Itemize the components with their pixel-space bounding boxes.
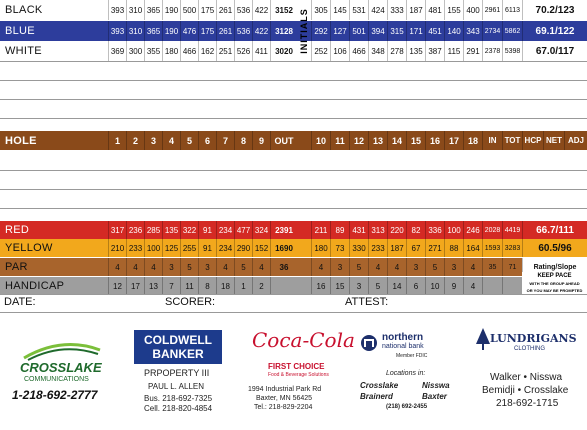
yardage-cell: 481 (425, 0, 444, 20)
score-row-line (0, 80, 587, 81)
tee-label: BLACK (5, 4, 43, 16)
coke-addr1: 1994 Industrial Park Rd (248, 386, 322, 393)
value-cell: 180 (311, 239, 330, 257)
lundrigans-line2: Bemidji • Crosslake (482, 385, 569, 396)
yardage-cell: 2961 (482, 0, 502, 20)
ad-lundrigans (464, 322, 587, 430)
hole-label: HOLE (5, 134, 37, 147)
value-cell: 12 (108, 277, 126, 295)
value-cell: 4 (252, 258, 270, 276)
value-cell: 8 (198, 277, 216, 295)
yardage-cell: 501 (349, 21, 368, 41)
first-choice-name: FIRST CHOICE (268, 362, 325, 371)
rating-slope-cell: 60.5/96 (522, 239, 587, 257)
yardage-cell: 536 (234, 0, 252, 20)
hole-number-cell: 12 (349, 131, 368, 150)
ad-coca-cola (234, 322, 355, 430)
value-cell: 211 (311, 221, 330, 239)
yardage-cell: 387 (425, 41, 444, 61)
bank-locations: Locations in: (386, 370, 426, 377)
yardage-cell: 180 (162, 41, 180, 61)
yardage-cell: 261 (216, 21, 234, 41)
yardage-cell: 466 (349, 41, 368, 61)
hole-number-cell: 8 (234, 131, 252, 150)
value-cell: 82 (406, 221, 425, 239)
hole-number-cell: 16 (425, 131, 444, 150)
lundrigans-name: LUNDRIGANS (490, 332, 577, 345)
hole-number-cell: 6 (198, 131, 216, 150)
yardage-cell: 190 (162, 21, 180, 41)
value-cell (482, 277, 502, 295)
value-cell: 91 (198, 221, 216, 239)
value-cell: 3 (330, 258, 349, 276)
row-par (0, 258, 587, 276)
yardage-cell: 476 (180, 21, 198, 41)
value-cell: 290 (234, 239, 252, 257)
crosslake-sub: COMMUNICATIONS (24, 376, 89, 383)
value-cell: 73 (330, 239, 349, 257)
value-cell: 336 (425, 221, 444, 239)
hole-number-cell: 5 (180, 131, 198, 150)
separator-line (0, 312, 587, 313)
coldwell-logo (134, 330, 222, 364)
value-cell: 431 (349, 221, 368, 239)
row-yellow (0, 239, 587, 257)
yardage-cell: 310 (126, 21, 144, 41)
yardage-cell: 3152 (270, 0, 297, 20)
value-cell: 11 (180, 277, 198, 295)
yardage-cell: 187 (406, 0, 425, 20)
yardage-cell: 175 (198, 21, 216, 41)
score-row-line (0, 170, 587, 171)
yardage-cell: 451 (425, 21, 444, 41)
yardage-cell: 115 (444, 41, 463, 61)
value-cell: 71 (502, 258, 522, 276)
bank-line1: northern (382, 332, 424, 343)
signature-row (0, 295, 587, 311)
score-row-line (0, 189, 587, 190)
row-handicap (0, 277, 587, 295)
value-cell: 135 (162, 221, 180, 239)
hole-number-cell: 1 (108, 131, 126, 150)
value-cell: 6 (406, 277, 425, 295)
lundrigans-line1: Walker • Nisswa (490, 372, 563, 383)
hole-number-cell: 18 (463, 131, 482, 150)
value-cell (502, 277, 522, 295)
yardage-cell: 369 (108, 41, 126, 61)
hole-number-cell: HCP (522, 131, 543, 150)
coldwell-bus: Bus. 218-692-7325 (144, 394, 213, 403)
keep-pace-line: OR YOU MAY BE PROMPTED (526, 288, 583, 293)
value-cell: 5 (180, 258, 198, 276)
yardage-cell: 3128 (270, 21, 297, 41)
yardage-cell: 135 (406, 41, 425, 61)
yardage-cell: 300 (126, 41, 144, 61)
hole-number-cell: 7 (216, 131, 234, 150)
value-cell: 330 (349, 239, 368, 257)
value-cell: 4 (463, 258, 482, 276)
coldwell-line1: COLDWELL (144, 333, 212, 347)
row-label: RED (5, 224, 30, 236)
rating-slope-cell: 70.2/123 (522, 0, 587, 20)
value-cell: 3 (198, 258, 216, 276)
yardage-cell: 252 (311, 41, 330, 61)
value-cell: 2 (252, 277, 270, 295)
value-cell: 5 (234, 258, 252, 276)
crosslake-name: CROSSLAKE (20, 360, 102, 375)
bank-line2: national bank (382, 343, 424, 350)
hole-number-cell: 15 (406, 131, 425, 150)
coke-logo: Coca-Cola (252, 328, 355, 352)
yardage-cell: 3020 (270, 41, 297, 61)
hole-number-cell: 10 (311, 131, 330, 150)
yardage-cell: 278 (387, 41, 406, 61)
yardage-cell: 140 (444, 21, 463, 41)
ad-crosslake (0, 322, 122, 430)
yardage-cell: 190 (162, 0, 180, 20)
coldwell-office: PRPOPERTY III (144, 368, 210, 378)
yardage-cell: 315 (387, 21, 406, 41)
value-cell: 3 (349, 277, 368, 295)
hole-number-row (0, 131, 587, 150)
keep-pace-line: WITH THE GROUP AHEAD (529, 281, 580, 286)
bank-fdic: Member FDIC (396, 353, 428, 359)
crosslake-phone: 1-218-692-2777 (12, 388, 98, 402)
tree-icon (476, 328, 490, 350)
yardage-cell: 531 (349, 0, 368, 20)
value-cell: 35 (482, 258, 502, 276)
yardage-cell: 291 (463, 41, 482, 61)
coke-tel: Tel.: 218-829-2204 (254, 404, 313, 411)
value-cell: 4 (368, 258, 387, 276)
ad-northern-bank (346, 322, 464, 430)
attest-label: ATTEST: (345, 296, 389, 308)
yardage-cell: 5862 (502, 21, 522, 41)
yardage-cell: 127 (330, 21, 349, 41)
hole-number-cell: 17 (444, 131, 463, 150)
value-cell: 4 (216, 258, 234, 276)
value-cell: 1690 (270, 239, 297, 257)
value-cell: 220 (387, 221, 406, 239)
yardage-cell: 466 (180, 41, 198, 61)
initials-text: INITIALS (299, 7, 309, 54)
value-cell: 100 (144, 239, 162, 257)
yardage-cell: 343 (463, 21, 482, 41)
value-cell: 271 (425, 239, 444, 257)
value-cell: 322 (180, 221, 198, 239)
yardage-cell: 424 (368, 0, 387, 20)
value-cell: 4 (463, 277, 482, 295)
yardage-cell: 171 (406, 21, 425, 41)
value-cell: 2391 (270, 221, 297, 239)
value-cell: 285 (144, 221, 162, 239)
value-cell: 234 (216, 221, 234, 239)
yardage-cell: 6113 (502, 0, 522, 20)
value-cell: 91 (198, 239, 216, 257)
rating-slope-cell: Rating/Slope (522, 258, 587, 276)
first-choice-tag: Food & Beverage Solutions (268, 372, 329, 378)
hole-number-cell: ADJ (564, 131, 587, 150)
value-cell: 17 (126, 277, 144, 295)
value-cell: 5 (368, 277, 387, 295)
row-label: PAR (5, 261, 28, 273)
ad-coldwell-banker (122, 322, 234, 430)
value-cell: 233 (126, 239, 144, 257)
yardage-cell: 400 (463, 0, 482, 20)
hole-number-cell: IN (482, 131, 502, 150)
value-cell: 187 (387, 239, 406, 257)
coldwell-cell: Cell. 218-820-4854 (144, 404, 213, 413)
tee-label: WHITE (5, 45, 42, 57)
yardage-cell: 393 (108, 21, 126, 41)
value-cell: 4 (108, 258, 126, 276)
rating-slope-cell: 69.1/122 (522, 21, 587, 41)
hole-number-cell: 4 (162, 131, 180, 150)
yardage-cell: 422 (252, 21, 270, 41)
value-cell: 4 (311, 258, 330, 276)
hole-number-cell: 11 (330, 131, 349, 150)
yardage-cell: 292 (311, 21, 330, 41)
value-cell: 255 (180, 239, 198, 257)
value-cell: 324 (252, 221, 270, 239)
value-cell: 13 (144, 277, 162, 295)
lundrigans-phone: 218-692-1715 (496, 398, 559, 409)
tee-row-blue (0, 21, 587, 41)
yardage-cell: 355 (144, 41, 162, 61)
value-cell: 1 (234, 277, 252, 295)
value-cell: 246 (463, 221, 482, 239)
coke-addr2: Baxter, MN 56425 (256, 395, 313, 402)
sponsor-ads (0, 322, 587, 430)
value-cell: 317 (108, 221, 126, 239)
tee-label: BLUE (5, 25, 35, 37)
value-cell: 164 (463, 239, 482, 257)
hole-number-cell: 3 (144, 131, 162, 150)
value-cell: 4419 (502, 221, 522, 239)
value-cell: 5 (349, 258, 368, 276)
value-cell: 88 (444, 239, 463, 257)
value-cell: 10 (425, 277, 444, 295)
row-red (0, 221, 587, 239)
bank-town-nisswa: Nisswa (422, 381, 450, 390)
value-cell: 477 (234, 221, 252, 239)
value-cell: 233 (368, 239, 387, 257)
hole-number-cell: 9 (252, 131, 270, 150)
yardage-cell: 394 (368, 21, 387, 41)
yardage-cell: 2734 (482, 21, 502, 41)
yardage-cell: 305 (311, 0, 330, 20)
value-cell: 67 (406, 239, 425, 257)
lundrigans-sub: CLOTHING (514, 346, 546, 352)
hole-number-cell: 2 (126, 131, 144, 150)
value-cell: 89 (330, 221, 349, 239)
hole-number-cell: 13 (368, 131, 387, 150)
value-cell: 313 (368, 221, 387, 239)
yardage-cell: 536 (234, 21, 252, 41)
value-cell: 1593 (482, 239, 502, 257)
tee-row-white (0, 41, 587, 61)
value-cell: 3 (162, 258, 180, 276)
value-cell (270, 277, 297, 295)
bank-phone: (218) 692-2455 (386, 404, 428, 410)
row-label: YELLOW (5, 242, 53, 254)
yardage-cell: 145 (330, 0, 349, 20)
yardage-cell: 422 (252, 0, 270, 20)
yardage-cell: 251 (216, 41, 234, 61)
rating-slope-cell: 67.0/117 (522, 41, 587, 61)
value-cell: 4 (126, 258, 144, 276)
value-cell: 125 (162, 239, 180, 257)
yardage-cell: 365 (144, 21, 162, 41)
value-cell: 210 (108, 239, 126, 257)
yardage-cell: 411 (252, 41, 270, 61)
yardage-cell: 106 (330, 41, 349, 61)
value-cell: 3 (406, 258, 425, 276)
separator-line (0, 294, 587, 295)
yardage-cell: 175 (198, 0, 216, 20)
yardage-cell: 393 (108, 0, 126, 20)
value-cell: 18 (216, 277, 234, 295)
value-cell: 2028 (482, 221, 502, 239)
hole-number-cell: NET (543, 131, 564, 150)
value-cell: 3 (444, 258, 463, 276)
rating-slope-cell: 66.7/111 (522, 221, 587, 239)
bank-town-crosslake: Crosslake (360, 381, 399, 390)
value-cell: 16 (311, 277, 330, 295)
yardage-cell: 162 (198, 41, 216, 61)
yardage-cell: 333 (387, 0, 406, 20)
value-cell: 14 (387, 277, 406, 295)
score-row-line (0, 208, 587, 209)
bank-town-baxter: Baxter (422, 392, 447, 401)
yardage-cell: 2378 (482, 41, 502, 61)
value-cell: 236 (126, 221, 144, 239)
initials-label (297, 0, 311, 61)
score-row-line (0, 118, 587, 119)
coldwell-line2: BANKER (152, 347, 204, 361)
yardage-cell: 155 (444, 0, 463, 20)
value-cell: 4 (144, 258, 162, 276)
date-label: DATE: (4, 296, 36, 308)
value-cell: 5 (425, 258, 444, 276)
yardage-cell: 526 (234, 41, 252, 61)
crosslake-swoosh-icon (22, 340, 102, 362)
hole-number-cell: 14 (387, 131, 406, 150)
score-row-line (0, 61, 587, 62)
value-cell: 15 (330, 277, 349, 295)
bank-logo-icon (360, 334, 378, 352)
yardage-cell: 365 (144, 0, 162, 20)
value-cell: 36 (270, 258, 297, 276)
hole-number-cell: TOT (502, 131, 522, 150)
yardage-cell: 500 (180, 0, 198, 20)
coldwell-person: PAUL L. ALLEN (148, 382, 205, 391)
value-cell: 234 (216, 239, 234, 257)
value-cell: 152 (252, 239, 270, 257)
value-cell: 100 (444, 221, 463, 239)
scorer-label: SCORER: (165, 296, 216, 308)
score-row-line (0, 99, 587, 100)
yardage-cell: 348 (368, 41, 387, 61)
tee-row-black (0, 0, 587, 20)
hole-number-cell: OUT (270, 131, 297, 150)
row-label: HANDICAP (5, 280, 65, 292)
value-cell: 3283 (502, 239, 522, 257)
keep-pace-line: KEEP PACE (537, 273, 572, 279)
bank-town-brainerd: Brainerd (360, 392, 393, 401)
value-cell: 4 (387, 258, 406, 276)
value-cell: 7 (162, 277, 180, 295)
value-cell: 9 (444, 277, 463, 295)
yardage-cell: 5398 (502, 41, 522, 61)
yardage-cell: 310 (126, 0, 144, 20)
yardage-cell: 261 (216, 0, 234, 20)
